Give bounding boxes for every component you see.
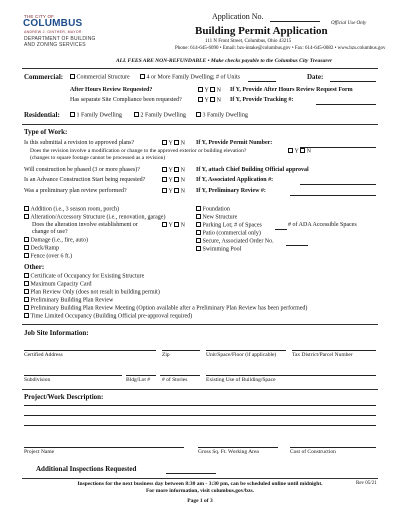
ada-spaces-label: # of ADA Accessible Spaces: [288, 222, 357, 228]
certificate-of-occupancy-option[interactable]: Certificate of Occupancy for Existing Structure: [24, 273, 144, 280]
phased-question: Will construction be phased (3 or more phases)?: [24, 167, 140, 173]
checkbox-yes[interactable]: [162, 188, 167, 193]
two-family-option[interactable]: 2 Family Dwelling: [134, 112, 186, 119]
subdivision-field[interactable]: [24, 375, 122, 376]
one-family-option[interactable]: 1 Family Dwelling: [70, 112, 122, 119]
checkbox[interactable]: [196, 206, 201, 211]
unit-space-floor-field[interactable]: [206, 350, 286, 351]
project-description-heading: Project/Work Description:: [24, 393, 104, 401]
type-of-work-heading: Type of Work:: [24, 128, 68, 136]
checkbox-yes[interactable]: [162, 177, 167, 182]
checkbox[interactable]: [24, 313, 29, 318]
checkbox[interactable]: [24, 281, 29, 286]
cost-of-construction-field[interactable]: [290, 447, 376, 448]
unit-space-floor-label: Unit/Space/Floor (if applicable): [206, 352, 277, 358]
checkbox[interactable]: [24, 289, 29, 294]
time-limited-occupancy-option[interactable]: Time Limited Occupancy (Building Official pre-approval required): [24, 313, 192, 320]
multi-family-option[interactable]: 4 or More Family Dwelling; # of Units: [140, 74, 240, 81]
three-family-option[interactable]: 3 Family Dwelling: [196, 112, 248, 119]
parking-spaces-field[interactable]: [275, 229, 287, 230]
checkbox[interactable]: [196, 246, 201, 251]
addition-option[interactable]: Addition (i.e., 3 season room, porch): [24, 206, 119, 213]
logo-tagline: ANDREW J. GINTHER, MAYOR: [24, 30, 82, 34]
project-name-field[interactable]: [24, 447, 184, 448]
logo-department-line-2: AND ZONING SERVICES: [24, 42, 86, 48]
gross-sq-ft-label: Gross Sq. Ft. Working Area: [198, 449, 259, 455]
parking-lot-option[interactable]: Parking Lot; # of Spaces: [196, 222, 262, 229]
swimming-pool-option[interactable]: Swimming Pool: [196, 246, 241, 253]
checkbox[interactable]: [196, 214, 201, 219]
bldg-lot-field[interactable]: [126, 375, 156, 376]
checkbox-yes[interactable]: [162, 167, 167, 172]
subdivision-label: Subdivision: [24, 377, 51, 383]
date-field[interactable]: [330, 81, 376, 82]
checkbox-no[interactable]: [210, 97, 215, 102]
other-heading: Other:: [24, 263, 45, 271]
certified-address-label: Certified Address: [24, 352, 63, 358]
fence-option[interactable]: Fence (over 6 ft.): [24, 253, 72, 260]
checkbox-yes[interactable]: [162, 222, 167, 227]
job-site-heading: Job Site Information:: [24, 329, 89, 337]
logo-wordmark: COLUMBUS: [23, 18, 83, 29]
checkbox[interactable]: [196, 230, 201, 235]
advance-start-yn[interactable]: Y N: [162, 177, 185, 184]
after-hours-instruction: If Y, Provide After Hours Review Request Form: [230, 87, 353, 93]
change-of-use-yn[interactable]: Y N: [162, 222, 185, 229]
description-line-3[interactable]: [24, 425, 376, 426]
permit-number-field[interactable]: [300, 147, 376, 148]
office-contact: Phone: 614-645-6090 • Email: bzs-intake@columbus.gov • Fax: 614-645-0082 • www.bzs.columbus.gov: [175, 46, 386, 51]
after-hours-yn[interactable]: Y N: [198, 87, 221, 94]
revision-yn[interactable]: Y N: [162, 140, 185, 147]
checkbox[interactable]: [24, 273, 29, 278]
footer-inspections-note: Inspections for the next business day between 8:30 am - 3:30 pm, can be scheduled online until midnight.: [77, 481, 323, 487]
damage-option[interactable]: Damage (i.e., fire, auto): [24, 237, 88, 244]
revision-instruction: If Y, Provide Permit Number:: [196, 140, 273, 146]
checkbox-no[interactable]: [210, 87, 215, 92]
checkbox[interactable]: [24, 305, 29, 310]
date-label: Date:: [307, 73, 324, 81]
revision-date: Rev 05/21: [356, 481, 377, 486]
preliminary-review-question: Was a preliminary plan review performed?: [24, 188, 127, 194]
preliminary-review-yn[interactable]: Y N: [162, 188, 185, 195]
official-use-note: Official Use Only: [331, 21, 367, 26]
checkbox-no[interactable]: [174, 177, 179, 182]
elevation-change-yn[interactable]: Y N: [288, 148, 311, 155]
checkbox-no[interactable]: [300, 148, 305, 153]
checkbox[interactable]: [24, 237, 29, 242]
commercial-label: Commercial:: [24, 73, 64, 81]
plan-review-only-option[interactable]: Plan Review Only (does not result in building permit): [24, 289, 160, 296]
residential-label: Residential:: [24, 111, 60, 119]
checkbox-no[interactable]: [174, 188, 179, 193]
application-number-field[interactable]: [270, 21, 320, 22]
additional-inspections-field[interactable]: [166, 473, 216, 474]
form-title: Building Permit Application: [195, 25, 328, 37]
logo-city-text: THE CITY OF: [24, 14, 55, 19]
cost-of-construction-label: Cost of Construction: [290, 449, 336, 455]
tracking-number-field[interactable]: [316, 104, 376, 105]
fees-notice: ALL FEES ARE NON-REFUNDABLE • Make checks payable to the Columbus City Treasurer: [116, 58, 333, 64]
checkbox-no[interactable]: [174, 167, 179, 172]
change-of-use-question-cont: change of use?: [32, 229, 68, 235]
phased-yn[interactable]: Y N: [162, 167, 185, 174]
bldg-lot-label: Bldg/Lot #: [126, 377, 150, 383]
checkbox[interactable]: [24, 253, 29, 258]
checkbox[interactable]: [70, 112, 75, 117]
checkbox[interactable]: [24, 297, 29, 302]
associated-application-field[interactable]: [300, 184, 376, 185]
preliminary-plan-review-option[interactable]: Preliminary Building Plan Review: [24, 297, 113, 304]
zip-field[interactable]: [162, 350, 200, 351]
office-address: 111 N Front Street, Columbus, Ohio 43215: [205, 39, 292, 44]
zip-label: Zip: [162, 352, 170, 358]
stories-field[interactable]: [160, 375, 200, 376]
logo-department-line-1: DEPARTMENT OF BUILDING: [24, 36, 96, 42]
revision-note: (changes to square footage cannot be processed as a revision): [30, 155, 166, 161]
preliminary-review-meeting-option[interactable]: Preliminary Building Plan Review Meeting (Option available after a Preliminary Plan Review has been performed): [24, 305, 307, 312]
project-name-label: Project Name: [24, 449, 55, 455]
secure-order-option[interactable]: Secure, Associated Order No.: [196, 238, 274, 245]
deck-ramp-option[interactable]: Deck/Ramp: [24, 245, 59, 252]
checkbox[interactable]: [24, 245, 29, 250]
phased-instruction: If Y, attach Chief Building Official approval: [196, 167, 309, 173]
commercial-structure-option[interactable]: Commercial Structure: [70, 74, 130, 81]
parcel-number-label: Tax District/Parcel Number: [292, 352, 353, 358]
checkbox[interactable]: [140, 74, 145, 79]
stories-label: # of Stories: [162, 377, 188, 383]
revision-subquestion: Does the revision involve a modification or change to the approved exterior or building elevation?: [30, 148, 247, 154]
divider: [22, 389, 378, 390]
divider: [22, 68, 378, 69]
after-hours-question: After Hours Review Requested?: [70, 87, 153, 93]
checkbox-yes[interactable]: [198, 97, 203, 102]
checkbox[interactable]: [196, 238, 201, 243]
maximum-capacity-option[interactable]: Maximum Capacity Card: [24, 281, 92, 288]
order-number-field[interactable]: [286, 245, 308, 246]
existing-use-field[interactable]: [206, 375, 376, 376]
checkbox[interactable]: [70, 74, 75, 79]
revision-question: Is this submittal a revision to approved plans?: [24, 140, 135, 146]
change-of-use-question: Does the alteration involve establishment or: [32, 222, 138, 228]
site-compliance-instruction: If Y, Provide Tracking #:: [230, 97, 294, 103]
gross-sq-ft-field[interactable]: [198, 447, 278, 448]
checkbox-no[interactable]: [174, 140, 179, 145]
parcel-number-field[interactable]: [292, 350, 376, 351]
divider: [22, 324, 378, 325]
checkbox[interactable]: [196, 112, 201, 117]
preliminary-review-instruction: If Y, Preliminary Review #:: [196, 188, 266, 194]
advance-start-question: Is an Advance Construction Start being requested?: [24, 177, 146, 183]
checkbox-yes[interactable]: [162, 140, 167, 145]
checkbox[interactable]: [134, 112, 139, 117]
site-compliance-yn[interactable]: Y N: [198, 97, 221, 104]
foundation-option[interactable]: Foundation: [196, 206, 230, 213]
units-field[interactable]: [248, 81, 276, 82]
divider: [22, 478, 378, 479]
checkbox[interactable]: [24, 206, 29, 211]
divider: [22, 124, 378, 125]
checkbox-yes[interactable]: [288, 148, 293, 153]
existing-use-label: Existing Use of Building/Space: [206, 377, 276, 383]
checkbox-no[interactable]: [174, 222, 179, 227]
advance-start-instruction: If Y, Associated Application #:: [196, 177, 274, 183]
site-compliance-question: Has separate Site Compliance been requested?: [70, 97, 182, 103]
additional-inspections-label: Additional Inspections Requested: [36, 465, 137, 473]
alteration-option[interactable]: Alteration/Accessory Structure (i.e., renovation, garage): [24, 214, 165, 221]
new-structure-option[interactable]: New Structure: [196, 214, 237, 221]
description-line-2[interactable]: [24, 415, 376, 416]
checkbox-yes[interactable]: [198, 87, 203, 92]
preliminary-review-number-field[interactable]: [290, 195, 376, 196]
description-line-1[interactable]: [24, 405, 376, 406]
application-number-label: Application No.: [212, 12, 264, 21]
checkbox[interactable]: [196, 222, 201, 227]
footer-more-info: For more information, visit columbus.gov/bzs.: [145, 488, 255, 494]
page-number: Page 1 of 3: [187, 498, 213, 504]
checkbox[interactable]: [24, 214, 29, 219]
certified-address-field[interactable]: [24, 350, 156, 351]
patio-option[interactable]: Patio (commercial only): [196, 230, 261, 237]
